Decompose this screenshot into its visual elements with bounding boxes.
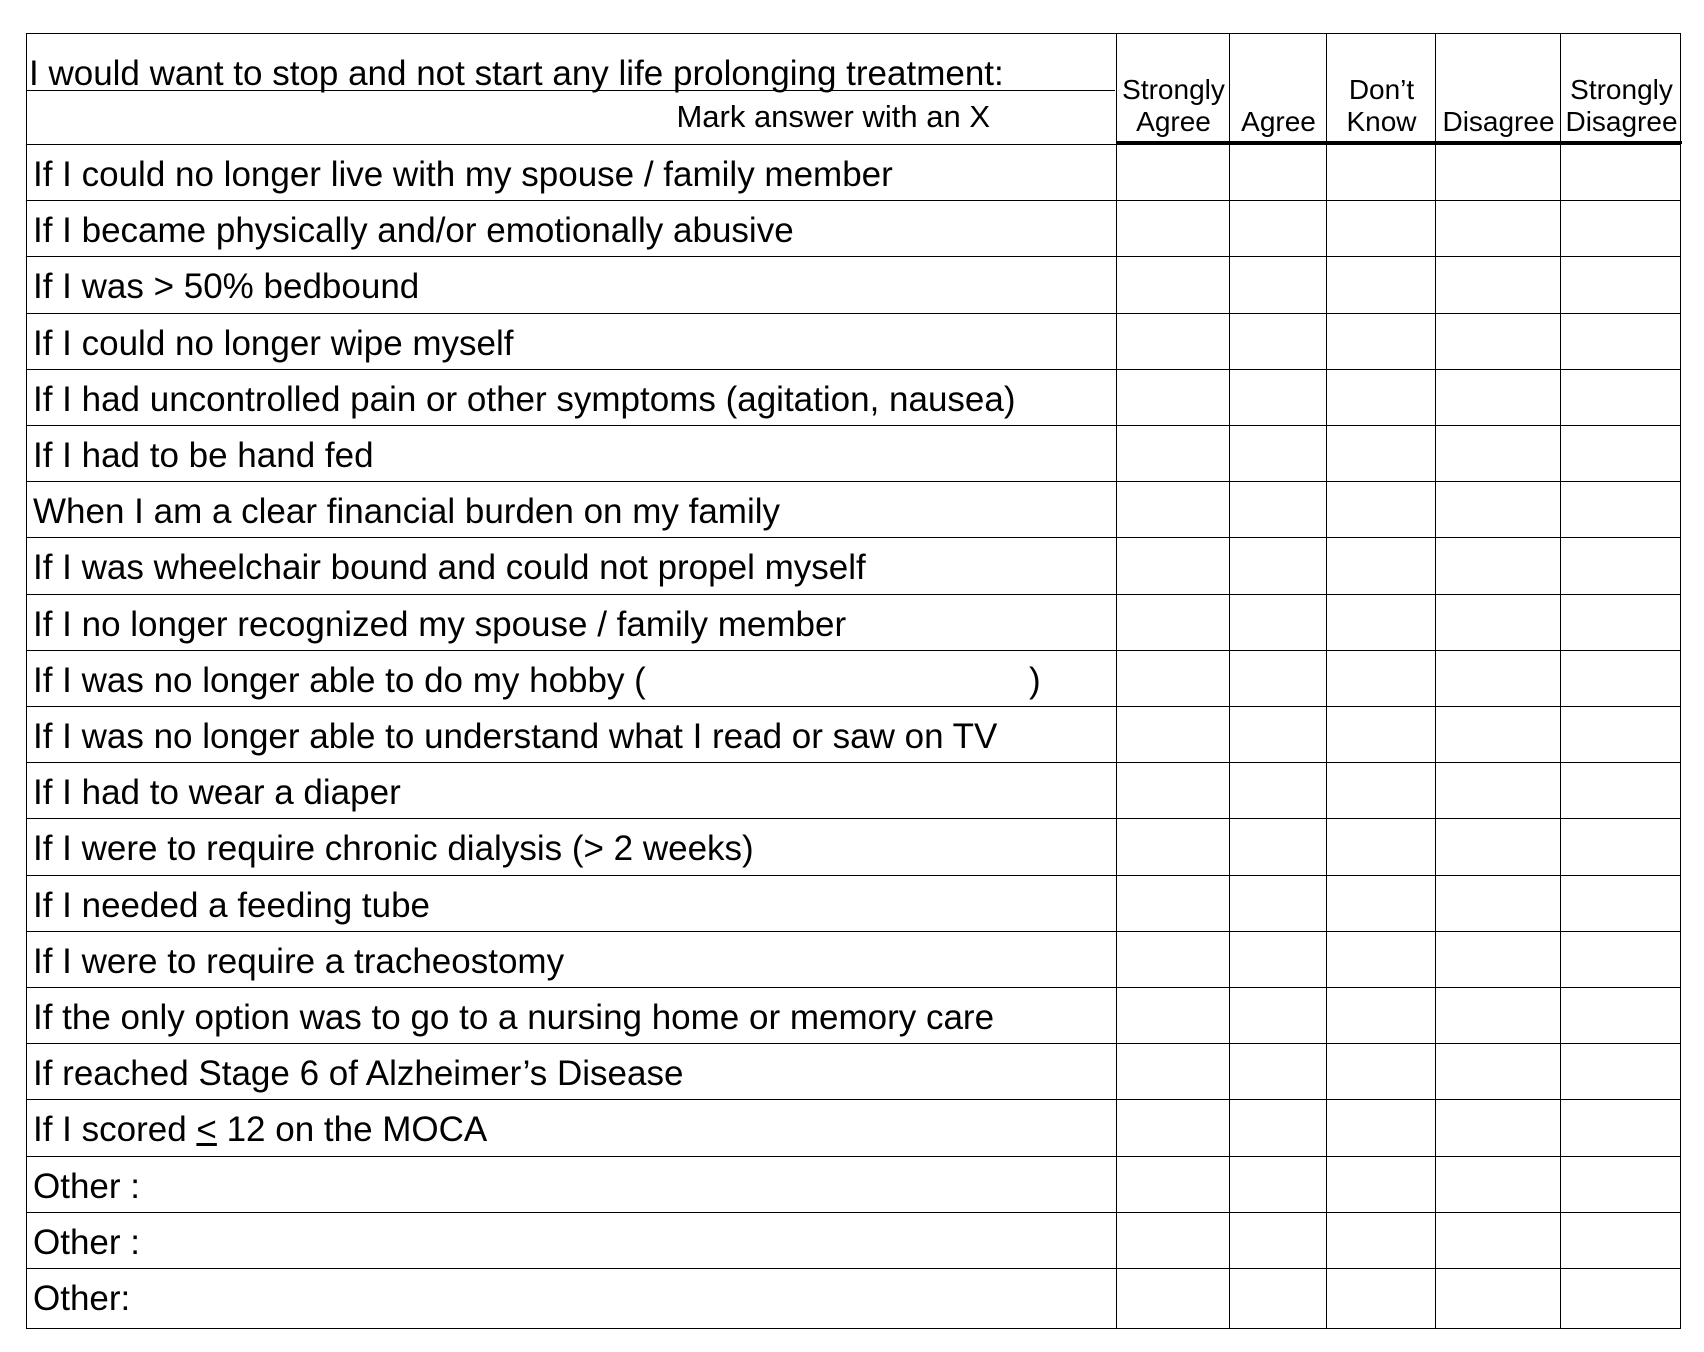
statement-text: If I had uncontrolled pain or other symptoms (agitation, nausea) (33, 379, 1016, 419)
answer-cell-agree[interactable] (1230, 256, 1327, 312)
statement-row-label (33, 548, 866, 588)
answer-cell-dont-know[interactable] (1327, 144, 1436, 200)
answer-cell-strongly-agree[interactable] (1117, 1043, 1230, 1099)
answer-cell-dont-know[interactable] (1327, 537, 1436, 593)
answer-cell-dont-know[interactable] (1327, 313, 1436, 369)
answer-cell-disagree[interactable] (1436, 650, 1561, 706)
statement-row-label (33, 1110, 488, 1150)
answer-cell-strongly-disagree[interactable] (1561, 1099, 1682, 1155)
answer-cell-disagree[interactable] (1436, 144, 1561, 200)
column-header-line: Strongly (1122, 73, 1225, 105)
answer-cell-disagree[interactable] (1436, 200, 1561, 256)
statement-row-label (33, 379, 1016, 419)
answer-cell-agree[interactable] (1230, 1043, 1327, 1099)
answer-cell-dont-know[interactable] (1327, 650, 1436, 706)
answer-cell-dont-know[interactable] (1327, 425, 1436, 481)
hobby-blank-close-paren: ) (1029, 660, 1041, 700)
answer-cell-strongly-disagree[interactable] (1561, 706, 1682, 762)
answer-cell-dont-know[interactable] (1327, 762, 1436, 818)
answer-cell-strongly-disagree[interactable] (1561, 1156, 1682, 1212)
answer-cell-agree[interactable] (1230, 762, 1327, 818)
answer-cell-disagree[interactable] (1436, 1268, 1561, 1324)
answer-cell-strongly-agree[interactable] (1117, 1099, 1230, 1155)
column-header-line: Agree (1241, 105, 1316, 137)
column-header-line: Don’t (1348, 73, 1415, 105)
answer-cell-agree[interactable] (1230, 931, 1327, 987)
answer-cell-disagree[interactable] (1436, 706, 1561, 762)
answer-cell-agree[interactable] (1230, 650, 1327, 706)
answer-cell-strongly-disagree[interactable] (1561, 931, 1682, 987)
statement-row-label (33, 660, 646, 700)
statement-text: Other : (33, 1166, 140, 1206)
answer-cell-dont-know[interactable] (1327, 931, 1436, 987)
statement-text: If I had to wear a diaper (33, 773, 401, 813)
answer-cell-strongly-agree[interactable] (1117, 818, 1230, 874)
statement-text: If I scored (33, 1110, 197, 1150)
statement-text: If reached Stage 6 of Alzheimer’s Disease (33, 1054, 684, 1094)
answer-cell-disagree[interactable] (1436, 256, 1561, 312)
answer-cell-disagree[interactable] (1436, 313, 1561, 369)
answer-cell-dont-know[interactable] (1327, 875, 1436, 931)
answer-cell-disagree[interactable] (1436, 1099, 1561, 1155)
answer-cell-agree[interactable] (1230, 1268, 1327, 1324)
column-header-line: Agree (1136, 105, 1211, 137)
advance-directive-form (26, 33, 1681, 1329)
statement-row-label (33, 885, 430, 925)
statement-text: If I had to be hand fed (33, 436, 374, 475)
statement-row-label (33, 829, 754, 869)
statement-row-label (33, 211, 794, 251)
answer-cell-strongly-agree[interactable] (1117, 931, 1230, 987)
column-header-strongly-disagree (1561, 70, 1682, 138)
answer-cell-strongly-disagree[interactable] (1561, 144, 1682, 200)
statement-row-label (33, 1281, 130, 1316)
statement-text: If I was no longer able to understand what I read or saw on TV (33, 717, 998, 756)
answer-cell-disagree[interactable] (1436, 1043, 1561, 1099)
answer-cell-strongly-disagree[interactable] (1561, 818, 1682, 874)
answer-cell-strongly-agree[interactable] (1117, 425, 1230, 481)
answer-cell-strongly-agree[interactable] (1117, 369, 1230, 425)
statement-text: If I needed a feeding tube (33, 885, 430, 925)
answer-cell-disagree[interactable] (1436, 481, 1561, 537)
answer-cell-strongly-agree[interactable] (1117, 875, 1230, 931)
answer-cell-strongly-agree[interactable] (1117, 144, 1230, 200)
answer-cell-strongly-agree[interactable] (1117, 1268, 1230, 1324)
column-header-line: Strongly (1570, 73, 1673, 105)
answer-cell-strongly-disagree[interactable] (1561, 762, 1682, 818)
answer-cell-disagree[interactable] (1436, 762, 1561, 818)
answer-cell-strongly-disagree[interactable] (1561, 987, 1682, 1043)
column-header-dont-know (1327, 70, 1436, 138)
answer-cell-strongly-agree[interactable] (1117, 706, 1230, 762)
answer-cell-agree[interactable] (1230, 706, 1327, 762)
answer-cell-strongly-disagree[interactable] (1561, 650, 1682, 706)
statement-text: If I was > 50% bedbound (33, 267, 420, 307)
answer-cell-strongly-agree[interactable] (1117, 987, 1230, 1043)
answer-cell-strongly-disagree[interactable] (1561, 481, 1682, 537)
statement-row-label (33, 1054, 684, 1094)
statement-text: If I became physically and/or emotionally abusive (33, 211, 794, 251)
answer-cell-agree[interactable] (1230, 200, 1327, 256)
answer-cell-strongly-disagree[interactable] (1561, 313, 1682, 369)
answer-cell-agree[interactable] (1230, 481, 1327, 537)
statement-text: If I was no longer able to do my hobby ( (33, 660, 646, 700)
statement-row-label (33, 492, 780, 532)
answer-cell-agree[interactable] (1230, 1156, 1327, 1212)
statement-text: If I was wheelchair bound and could not propel myself (33, 548, 866, 588)
statement-row-label (33, 773, 401, 813)
statement-row-label (33, 719, 997, 754)
statement-row-label (33, 1000, 994, 1035)
answer-cell-strongly-disagree[interactable] (1561, 369, 1682, 425)
answer-cell-disagree[interactable] (1436, 818, 1561, 874)
answer-cell-strongly-disagree[interactable] (1561, 1212, 1682, 1268)
answer-cell-dont-know[interactable] (1327, 1268, 1436, 1324)
answer-cell-disagree[interactable] (1436, 931, 1561, 987)
answer-cell-strongly-disagree[interactable] (1561, 875, 1682, 931)
answer-cell-agree[interactable] (1230, 875, 1327, 931)
column-header-disagree (1436, 70, 1561, 138)
statement-row-label (33, 157, 893, 192)
title-divider (27, 90, 1115, 91)
statement-text: If I could no longer wipe myself (33, 323, 514, 363)
answer-cell-dont-know[interactable] (1327, 1099, 1436, 1155)
answer-cell-dont-know[interactable] (1327, 200, 1436, 256)
statement-text: If I were to require a tracheostomy (33, 941, 565, 981)
answer-cell-agree[interactable] (1230, 818, 1327, 874)
answer-cell-agree[interactable] (1230, 594, 1327, 650)
statement-row-label (33, 604, 847, 644)
answer-cell-strongly-disagree[interactable] (1561, 200, 1682, 256)
statement-text: 12 on the MOCA (216, 1110, 488, 1150)
answer-cell-disagree[interactable] (1436, 987, 1561, 1043)
answer-cell-dont-know[interactable] (1327, 1212, 1436, 1268)
answer-cell-disagree[interactable] (1436, 875, 1561, 931)
answer-cell-agree[interactable] (1230, 369, 1327, 425)
statement-text: Other : (33, 1222, 140, 1262)
answer-cell-strongly-disagree[interactable] (1561, 1268, 1682, 1324)
answer-cell-dont-know[interactable] (1327, 369, 1436, 425)
statement-text: If I could no longer live with my spouse / family member (33, 155, 893, 194)
answer-cell-strongly-agree[interactable] (1117, 650, 1230, 706)
statement-text: If the only option was to go to a nursing home or memory care (33, 998, 995, 1037)
answer-cell-strongly-agree[interactable] (1117, 762, 1230, 818)
answer-cell-dont-know[interactable] (1327, 256, 1436, 312)
answer-cell-strongly-agree[interactable] (1117, 1212, 1230, 1268)
answer-cell-strongly-agree[interactable] (1117, 1156, 1230, 1212)
answer-cell-strongly-agree[interactable] (1117, 481, 1230, 537)
column-header-line: Disagree (1565, 105, 1678, 137)
answer-cell-disagree[interactable] (1436, 425, 1561, 481)
answer-cell-strongly-disagree[interactable] (1561, 594, 1682, 650)
column-header-line: Know (1346, 105, 1417, 137)
answer-cell-strongly-disagree[interactable] (1561, 1043, 1682, 1099)
column-header-agree (1230, 70, 1327, 138)
answer-cell-strongly-agree[interactable] (1117, 313, 1230, 369)
statement-row-label (33, 438, 374, 473)
column-header-line: Disagree (1442, 105, 1555, 137)
answer-cell-disagree[interactable] (1436, 537, 1561, 593)
answer-cell-dont-know[interactable] (1327, 818, 1436, 874)
answer-cell-agree[interactable] (1230, 987, 1327, 1043)
answer-cell-disagree[interactable] (1436, 369, 1561, 425)
answer-cell-strongly-agree[interactable] (1117, 256, 1230, 312)
column-header-strongly-agree (1117, 70, 1230, 138)
answer-cell-strongly-agree[interactable] (1117, 594, 1230, 650)
statement-text: Other: (33, 1279, 131, 1318)
answer-cell-agree[interactable] (1230, 425, 1327, 481)
answer-cell-disagree[interactable] (1436, 1156, 1561, 1212)
answer-cell-agree[interactable] (1230, 313, 1327, 369)
answer-cell-agree[interactable] (1230, 1099, 1327, 1155)
answer-cell-disagree[interactable] (1436, 594, 1561, 650)
statement-row-label (33, 1166, 140, 1206)
statement-row-label (33, 323, 514, 363)
answer-cell-dont-know[interactable] (1327, 706, 1436, 762)
answer-cell-dont-know[interactable] (1327, 481, 1436, 537)
statement-text: If I were to require chronic dialysis (> 2 weeks) (33, 829, 754, 869)
answer-cell-dont-know[interactable] (1327, 594, 1436, 650)
less-than-or-equal-symbol: < (196, 1110, 217, 1150)
statement-row-label (33, 267, 420, 307)
statement-text: When I am a clear financial burden on my family (33, 492, 780, 532)
statement-row-label (33, 1222, 140, 1262)
answer-cell-dont-know[interactable] (1327, 987, 1436, 1043)
answer-cell-disagree[interactable] (1436, 1212, 1561, 1268)
answer-cell-strongly-agree[interactable] (1117, 537, 1230, 593)
form-title: I would want to stop and not start any life prolonging treatment: (29, 54, 1004, 93)
form-instruction: Mark answer with an X (676, 99, 990, 134)
answer-cell-agree[interactable] (1230, 144, 1327, 200)
answer-cell-strongly-disagree[interactable] (1561, 256, 1682, 312)
answer-cell-dont-know[interactable] (1327, 1156, 1436, 1212)
statement-row-label (33, 941, 565, 981)
answer-cell-strongly-disagree[interactable] (1561, 537, 1682, 593)
answer-cell-dont-know[interactable] (1327, 1043, 1436, 1099)
answer-cell-agree[interactable] (1230, 537, 1327, 593)
statement-text: If I no longer recognized my spouse / family member (33, 604, 847, 644)
answer-cell-strongly-agree[interactable] (1117, 200, 1230, 256)
answer-cell-strongly-disagree[interactable] (1561, 425, 1682, 481)
answer-cell-agree[interactable] (1230, 1212, 1327, 1268)
